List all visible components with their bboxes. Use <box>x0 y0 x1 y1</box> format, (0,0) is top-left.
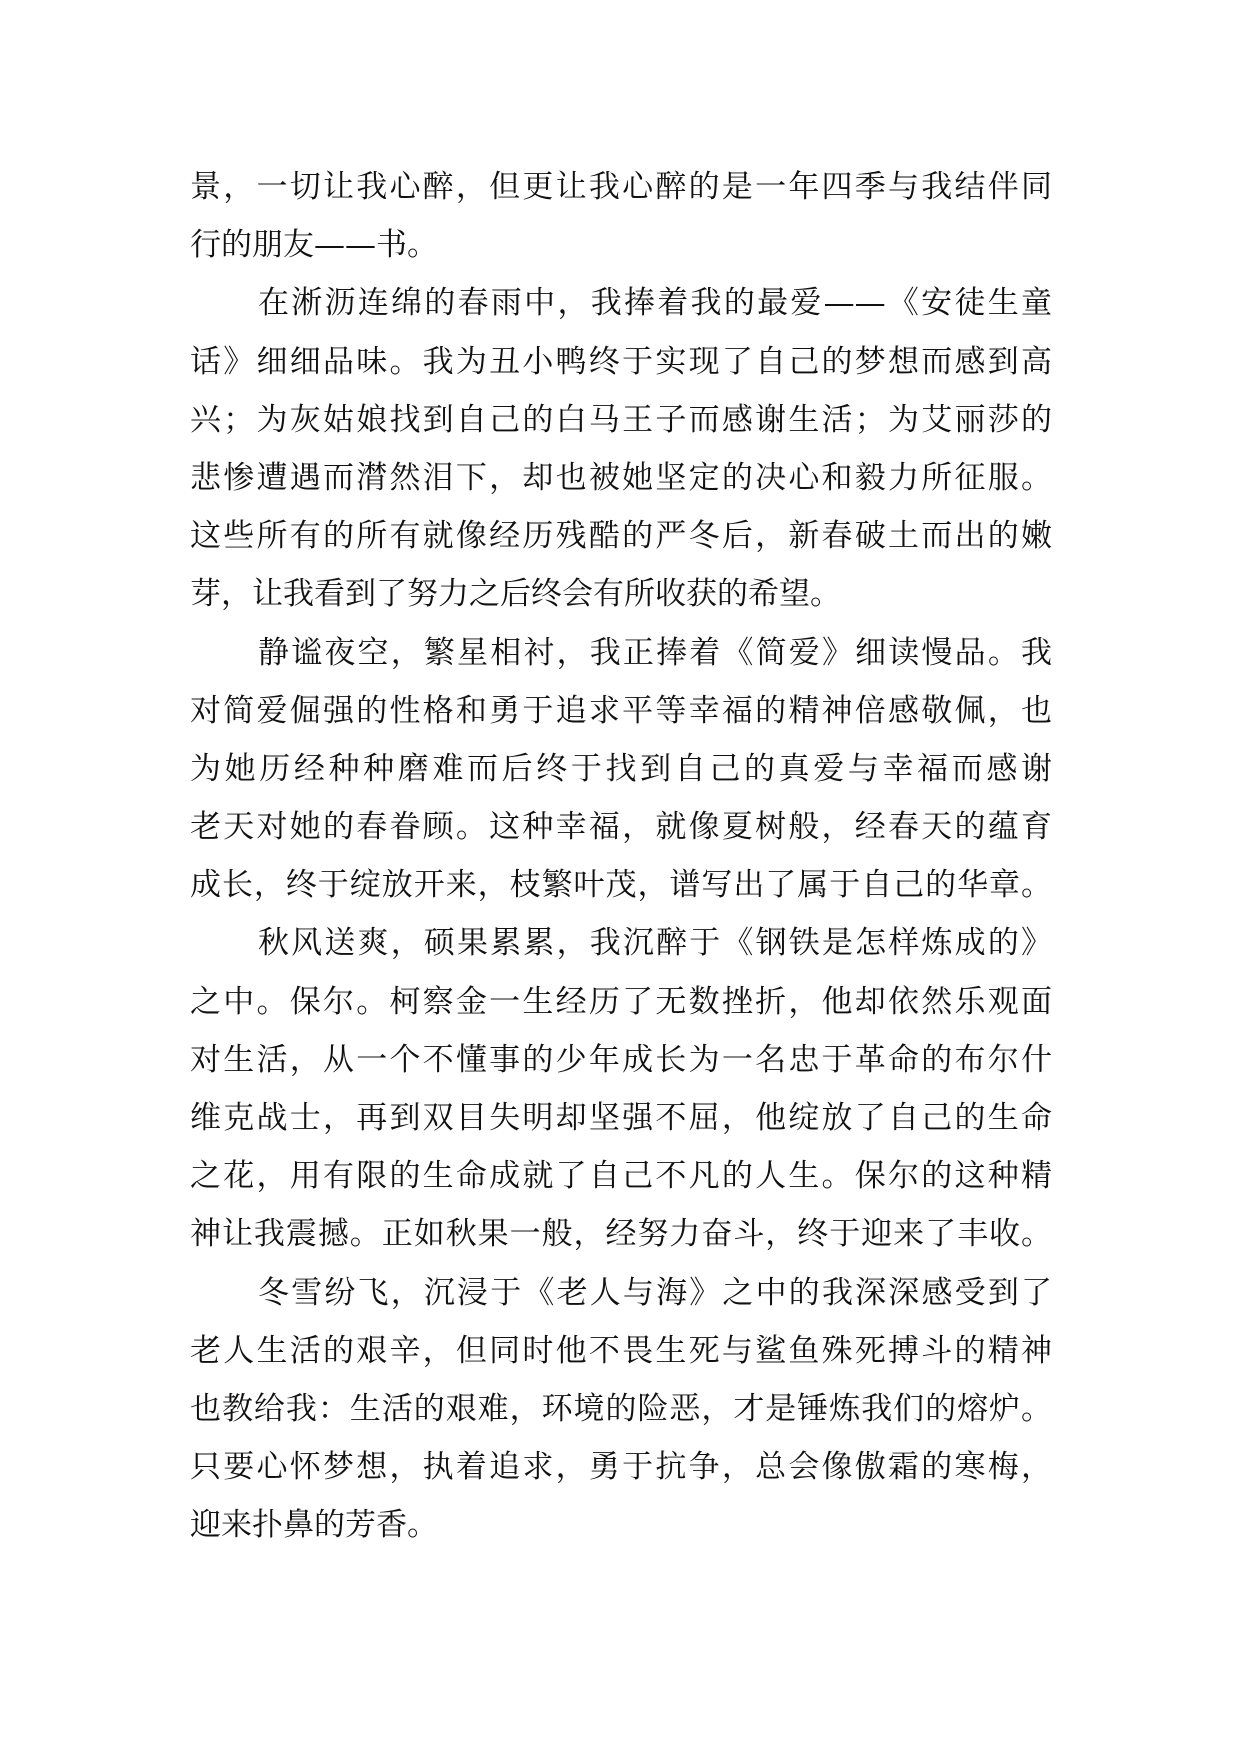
text-line: 悲惨遭遇而潸然泪下，却也被她坚定的决心和毅力所征服。 <box>190 459 1052 496</box>
paragraph-start-line: 在淅沥连绵的春雨中，我捧着我的最爱——《安徒生童 <box>258 285 1052 322</box>
text-line: 神让我震撼。正如秋果一般，经努力奋斗，终于迎来了丰收。 <box>190 1216 1052 1253</box>
paragraph-start-line: 冬雪纷飞，沉浸于《老人与海》之中的我深深感受到了 <box>258 1274 1052 1311</box>
text-line: 迎来扑鼻的芳香。 <box>190 1507 438 1544</box>
text-line: 兴；为灰姑娘找到自己的白马王子而感谢生活；为艾丽莎的 <box>190 401 1052 438</box>
text-line: 老天对她的春眷顾。这种幸福，就像夏树般，经春天的蕴育 <box>190 809 1052 846</box>
text-line: 对生活，从一个不懂事的少年成长为一名忠于革命的布尔什 <box>190 1041 1052 1078</box>
text-line: 话》细细品味。我为丑小鸭终于实现了自己的梦想而感到高 <box>190 343 1052 380</box>
paragraph-start-line: 秋风送爽，硕果累累，我沉醉于《钢铁是怎样炼成的》 <box>258 925 1052 962</box>
text-line: 也教给我：生活的艰难，环境的险恶，才是锤炼我们的熔炉。 <box>190 1390 1052 1427</box>
text-line: 对简爱倔强的性格和勇于追求平等幸福的精神倍感敬佩，也 <box>190 692 1052 729</box>
text-line: 老人生活的艰辛，但同时他不畏生死与鲨鱼殊死搏斗的精神 <box>190 1332 1052 1369</box>
paragraph-start-line: 静谧夜空，繁星相衬，我正捧着《简爱》细读慢品。我 <box>258 634 1052 671</box>
text-line: 芽，让我看到了努力之后终会有所收获的希望。 <box>190 576 841 613</box>
text-line: 只要心怀梦想，执着追求，勇于抗争，总会像傲霜的寒梅， <box>190 1449 1052 1486</box>
text-line: 行的朋友——书。 <box>190 227 438 264</box>
text-line: 为她历经种种磨难而后终于找到自己的真爱与幸福而感谢 <box>190 750 1052 787</box>
essay-body <box>190 158 1052 1555</box>
text-line: 维克战士，再到双目失明却坚强不屈，他绽放了自己的生命 <box>190 1100 1052 1136</box>
text-line: 景，一切让我心醉，但更让我心醉的是一年四季与我结伴同 <box>190 169 1052 205</box>
text-line: 这些所有的所有就像经历残酷的严冬后，新春破土而出的嫩 <box>190 518 1052 555</box>
text-line: 之中。保尔。柯察金一生经历了无数挫折，他却依然乐观面 <box>190 983 1052 1020</box>
text-line: 之花，用有限的生命成就了自己不凡的人生。保尔的这种精 <box>190 1158 1052 1195</box>
text-line: 成长，终于绽放开来，枝繁叶茂，谱写出了属于自己的华章。 <box>190 867 1052 904</box>
